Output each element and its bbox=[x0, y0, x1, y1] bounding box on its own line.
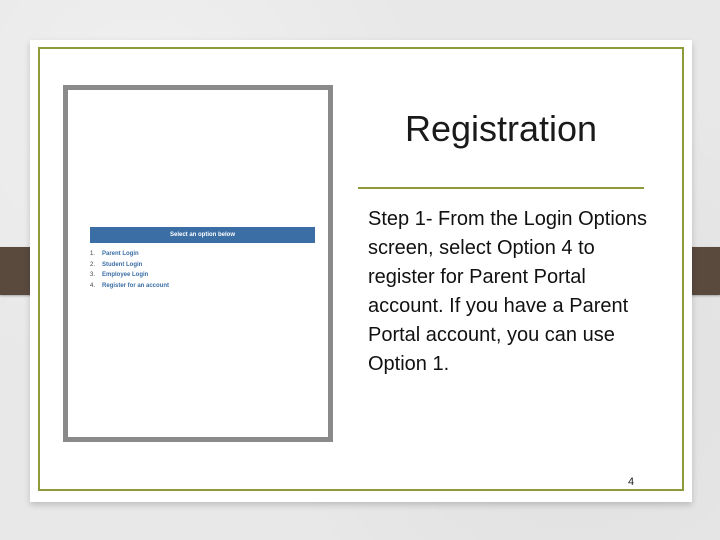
option-student-login bbox=[90, 260, 315, 271]
login-options-panel bbox=[90, 227, 315, 291]
login-options-list bbox=[90, 249, 315, 291]
option-register-account bbox=[90, 281, 315, 292]
option-number: 2. bbox=[90, 261, 96, 268]
login-options-screenshot bbox=[63, 85, 333, 442]
option-number: 4. bbox=[90, 282, 96, 289]
slide-body-text: Step 1- From the Login Options screen, select Option 4 to register for Parent Portal account. If you have a Parent Portal account, you can use Option 1. bbox=[368, 208, 648, 375]
login-options-banner: Select an option below bbox=[90, 227, 315, 243]
option-number: 3. bbox=[90, 272, 96, 278]
option-employee-login bbox=[90, 270, 315, 281]
option-label: Student Login bbox=[102, 261, 143, 268]
option-label: Employee Login bbox=[102, 272, 149, 278]
option-label: Register for an account bbox=[102, 282, 170, 289]
option-label: Parent Login bbox=[102, 251, 139, 257]
page-number: 4 bbox=[628, 476, 635, 488]
option-parent-login bbox=[90, 249, 315, 260]
slide-title: Registration bbox=[404, 108, 598, 149]
title-divider bbox=[358, 187, 644, 189]
option-number: 1. bbox=[90, 251, 96, 257]
